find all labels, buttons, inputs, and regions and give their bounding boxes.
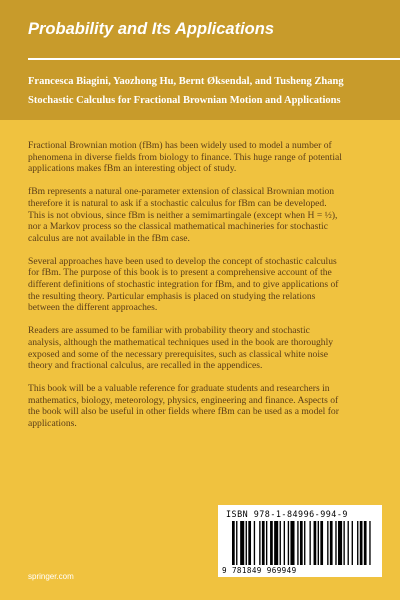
text-line: applications makes fBm an interesting object of study. xyxy=(28,163,237,175)
barcode-icon xyxy=(232,521,372,565)
barcode-bar xyxy=(327,521,328,565)
barcode-bar xyxy=(335,521,336,565)
text-line: nor a Markov process so the classical mathematical machineries for stochastic xyxy=(28,221,328,233)
blurb xyxy=(28,140,373,441)
text-line: between the different approaches. xyxy=(28,302,158,314)
barcode-bar xyxy=(318,521,319,565)
text-line: the book will also be useful in other fields where fBm can be used as a model for xyxy=(28,406,339,418)
barcode-bar xyxy=(248,521,251,565)
text-line: This book will be a valuable reference for graduate students and researchers in xyxy=(28,382,330,394)
authors: Francesca Biagini, Yaozhong Hu, Bernt Øksendal, and Tusheng Zhang xyxy=(28,76,344,87)
barcode-bar xyxy=(357,521,358,565)
text-line: different definitions of stochastic integration for fBm, and to give applications of xyxy=(28,279,339,291)
barcode-bar xyxy=(236,521,237,565)
barcode-bar xyxy=(232,521,235,565)
barcode-bar xyxy=(284,521,285,565)
text-line: calculus are not available in the fBm case. xyxy=(28,232,190,244)
isbn-label: ISBN 978-1-84996-994-9 xyxy=(226,509,348,519)
barcode-bar xyxy=(262,521,265,565)
header-rule xyxy=(28,58,400,60)
barcode-bar xyxy=(309,521,310,565)
text-line: the resulting theory. Particular emphasis is placed on studying the relations xyxy=(28,290,316,302)
text-line: Several approaches have been used to develop the concept of stochastic calculus xyxy=(28,255,337,267)
barcode-bar xyxy=(266,521,267,565)
paragraph xyxy=(28,383,373,430)
barcode-bar xyxy=(343,521,344,565)
barcode-bar xyxy=(270,521,273,565)
barcode-bar xyxy=(369,521,370,565)
paragraph xyxy=(28,256,373,315)
barcode-bar xyxy=(246,521,247,565)
barcode-bar xyxy=(280,521,281,565)
paragraph xyxy=(28,186,373,245)
barcode-bar xyxy=(288,521,289,565)
barcode-bar xyxy=(364,521,367,565)
barcode-bar xyxy=(338,521,342,565)
book-title: Stochastic Calculus for Fractional Brownian Motion and Applications xyxy=(28,95,341,106)
barcode-number: 9 781849 969949 xyxy=(222,566,297,575)
barcode-bar xyxy=(300,521,303,565)
text-line: exposed and some of the necessary prerequisites, such as classical white noise xyxy=(28,348,328,360)
text-line: theory and fractional calculus, are recalled in the appendices. xyxy=(28,360,263,372)
text-line: fBm represents a natural one-parameter extension of classical Brownian motion xyxy=(28,186,335,198)
text-line: phenomena in diverse fields from biology to finance. This huge range of potential xyxy=(28,151,342,163)
barcode-bar xyxy=(320,521,323,565)
barcode-bar xyxy=(330,521,333,565)
publisher-url: springer.com xyxy=(28,572,74,581)
text-line: mathematics, biology, meteorology, physics, engineering and finance. Aspects of xyxy=(28,394,339,406)
barcode-bar xyxy=(274,521,278,565)
barcode-bar xyxy=(304,521,305,565)
barcode-bar xyxy=(360,521,363,565)
barcode-bar xyxy=(297,521,298,565)
text-line: This is not obvious, since fBm is neither a semimartingale (except when H = ½), xyxy=(28,209,338,221)
text-line: Fractional Brownian motion (fBm) has been widely used to model a number of xyxy=(28,140,332,151)
barcode-bar xyxy=(240,521,244,565)
text-line: applications. xyxy=(28,418,77,430)
barcode-bar xyxy=(254,521,255,565)
text-line: Readers are assumed to be familiar with probability theory and stochastic xyxy=(28,325,310,337)
paragraph xyxy=(28,140,373,175)
series-title: Probability and Its Applications xyxy=(28,20,275,38)
paragraph xyxy=(28,325,373,372)
text-line: therefore it is natural to ask if a stochastic calculus for fBm can be developed. xyxy=(28,197,327,209)
barcode-bar xyxy=(290,521,294,565)
text-line: for fBm. The purpose of this book is to present a comprehensive account of the xyxy=(28,267,332,279)
barcode-bar xyxy=(259,521,260,565)
barcode-bar xyxy=(352,521,353,565)
barcode-bar xyxy=(314,521,317,565)
text-line: analysis, although the mathematical techniques used in the book are thoroughly xyxy=(28,336,334,348)
barcode-bar xyxy=(348,521,349,565)
barcode-box xyxy=(218,505,382,577)
